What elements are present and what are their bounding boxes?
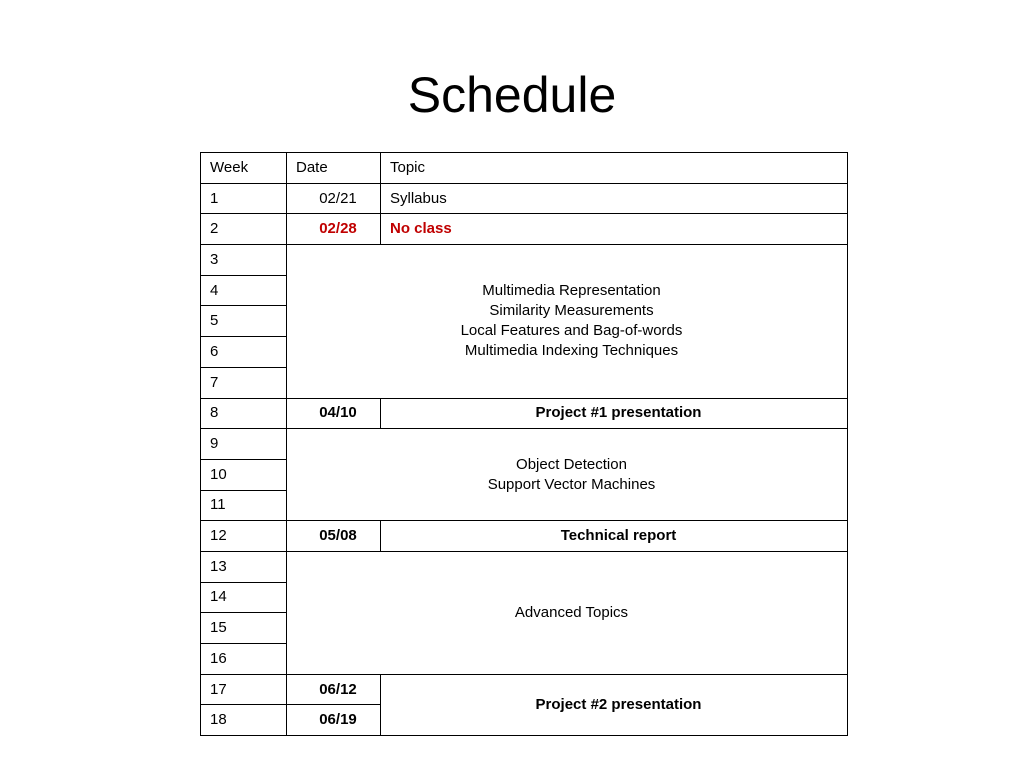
table-row bbox=[201, 551, 848, 582]
week-cell: 17 bbox=[201, 674, 287, 705]
topic-cell: Technical report bbox=[381, 521, 848, 552]
topic-cell: Project #2 presentation bbox=[381, 674, 848, 735]
week-cell: 10 bbox=[201, 459, 287, 490]
topic-block-weeks-13-16 bbox=[287, 551, 848, 674]
date-cell: 06/12 bbox=[287, 674, 381, 705]
week-cell: 15 bbox=[201, 613, 287, 644]
topic-cell: Syllabus bbox=[381, 183, 848, 214]
week-cell: 8 bbox=[201, 398, 287, 429]
date-cell: 05/08 bbox=[287, 521, 381, 552]
header-week: Week bbox=[201, 153, 287, 184]
week-cell: 18 bbox=[201, 705, 287, 736]
date-cell: 04/10 bbox=[287, 398, 381, 429]
week-cell: 11 bbox=[201, 490, 287, 521]
week-cell: 7 bbox=[201, 367, 287, 398]
topic-cell: No class bbox=[381, 214, 848, 245]
date-cell: 02/21 bbox=[287, 183, 381, 214]
week-cell: 2 bbox=[201, 214, 287, 245]
week-cell: 3 bbox=[201, 245, 287, 276]
date-cell: 06/19 bbox=[287, 705, 381, 736]
topic-block-weeks-9-11 bbox=[287, 429, 848, 521]
header-date: Date bbox=[287, 153, 381, 184]
topic-line: Multimedia Representation bbox=[482, 282, 661, 300]
week-cell: 6 bbox=[201, 337, 287, 368]
table-header-row bbox=[201, 153, 848, 184]
week-cell: 13 bbox=[201, 551, 287, 582]
topic-line: Object Detection bbox=[516, 455, 627, 473]
topic-line: Support Vector Machines bbox=[487, 475, 656, 493]
week-cell: 12 bbox=[201, 521, 287, 552]
week-cell: 16 bbox=[201, 644, 287, 675]
slide-title: Schedule bbox=[407, 67, 617, 123]
table-row bbox=[201, 214, 848, 245]
week-cell: 9 bbox=[201, 429, 287, 460]
table-row bbox=[201, 398, 848, 429]
week-cell: 5 bbox=[201, 306, 287, 337]
week-cell: 14 bbox=[201, 582, 287, 613]
week-cell: 4 bbox=[201, 275, 287, 306]
topic-cell: Project #1 presentation bbox=[381, 398, 848, 429]
week-cell: 1 bbox=[201, 183, 287, 214]
table-row bbox=[201, 245, 848, 276]
topic-line: Local Features and Bag-of-words bbox=[460, 322, 683, 340]
table-row bbox=[201, 183, 848, 214]
topic-line: Advanced Topics bbox=[514, 603, 629, 621]
topic-line: Multimedia Indexing Techniques bbox=[464, 342, 679, 360]
table-row bbox=[201, 429, 848, 460]
topic-line: Similarity Measurements bbox=[489, 302, 654, 320]
topic-block-weeks-3-7 bbox=[287, 245, 848, 398]
date-cell: 02/28 bbox=[287, 214, 381, 245]
table-row bbox=[201, 674, 848, 705]
table-row bbox=[201, 521, 848, 552]
schedule-table bbox=[200, 152, 848, 736]
header-topic: Topic bbox=[381, 153, 848, 184]
